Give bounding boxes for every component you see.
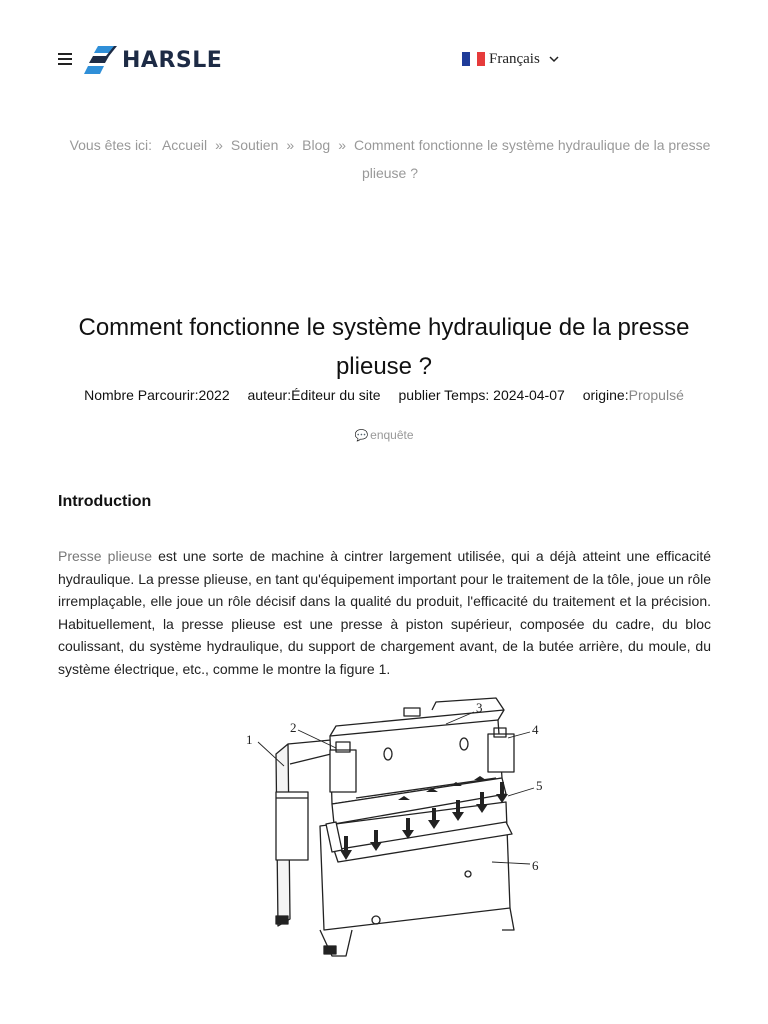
breadcrumb-separator: » [286,137,295,153]
figure-label: 4 [532,722,539,737]
article-meta [40,385,728,405]
chevron-down-icon [548,53,560,65]
logo-text: HARSLE [122,47,223,73]
article-title: Comment fonctionne le système hydraulique de la presse plieuse ? [78,314,690,380]
figure-label: 6 [532,858,539,873]
chat-bubble-icon: 💬 [354,430,369,442]
breadcrumb [60,131,720,187]
site-logo[interactable] [84,44,222,76]
breadcrumb-separator: » [215,137,223,153]
inquiry-link[interactable] [0,428,768,442]
breadcrumb-separator: » [338,137,346,153]
breadcrumb-item-blog[interactable]: Blog [302,137,331,153]
publish-time: publier Temps: 2024-04-07 [398,387,565,403]
origin-label: origine: [582,387,629,403]
harsle-logo-mark [84,44,118,76]
france-flag-icon [462,52,485,66]
intro-paragraph [58,545,711,680]
origin-value[interactable]: Propulsé [628,387,684,403]
press-brake-figure [236,694,546,966]
language-selector[interactable] [462,49,560,69]
language-label: Français [489,50,540,67]
figure-label: 5 [536,778,543,793]
menu-icon[interactable] [58,52,74,66]
figure-label: 2 [290,720,297,735]
section-heading: Introduction [58,493,152,510]
figure-label: 3 [476,700,483,715]
breadcrumb-prefix: Vous êtes ici: [69,137,153,153]
breadcrumb-item-current[interactable]: Comment fonctionne le système hydraulique de la presse plieuse ? [354,137,711,181]
breadcrumb-item-accueil[interactable]: Accueil [161,137,208,153]
author: auteur:Éditeur du site [247,387,381,403]
site-header [0,0,768,120]
origin [583,387,684,403]
press-brake-link[interactable]: Presse plieuse [58,548,153,564]
paragraph-text: est une sorte de machine à cintrer largement utilisée, qui a déjà atteint une efficacité hydraulique. La presse plieuse, en tant qu'équipement important pour le traitement de la tôle, joue un rôle irremplaçable, elle joue un rôle décisif dans la qualité du produit, l'efficacité du traitement et la précision. Habituellement, la presse plieuse est une presse à piston supérieur, composée du cadre, du bloc coulissant, du système hydraulique, du support de chargement avant, de la butée arrière, du moule, du système électrique, etc., comme le montre la figure 1. [58,548,712,677]
breadcrumb-item-soutien[interactable]: Soutien [230,137,279,153]
figure-label: 1 [246,732,253,747]
inquiry-label: enquête [370,428,414,442]
views-count: Nombre Parcourir:2022 [84,387,230,403]
